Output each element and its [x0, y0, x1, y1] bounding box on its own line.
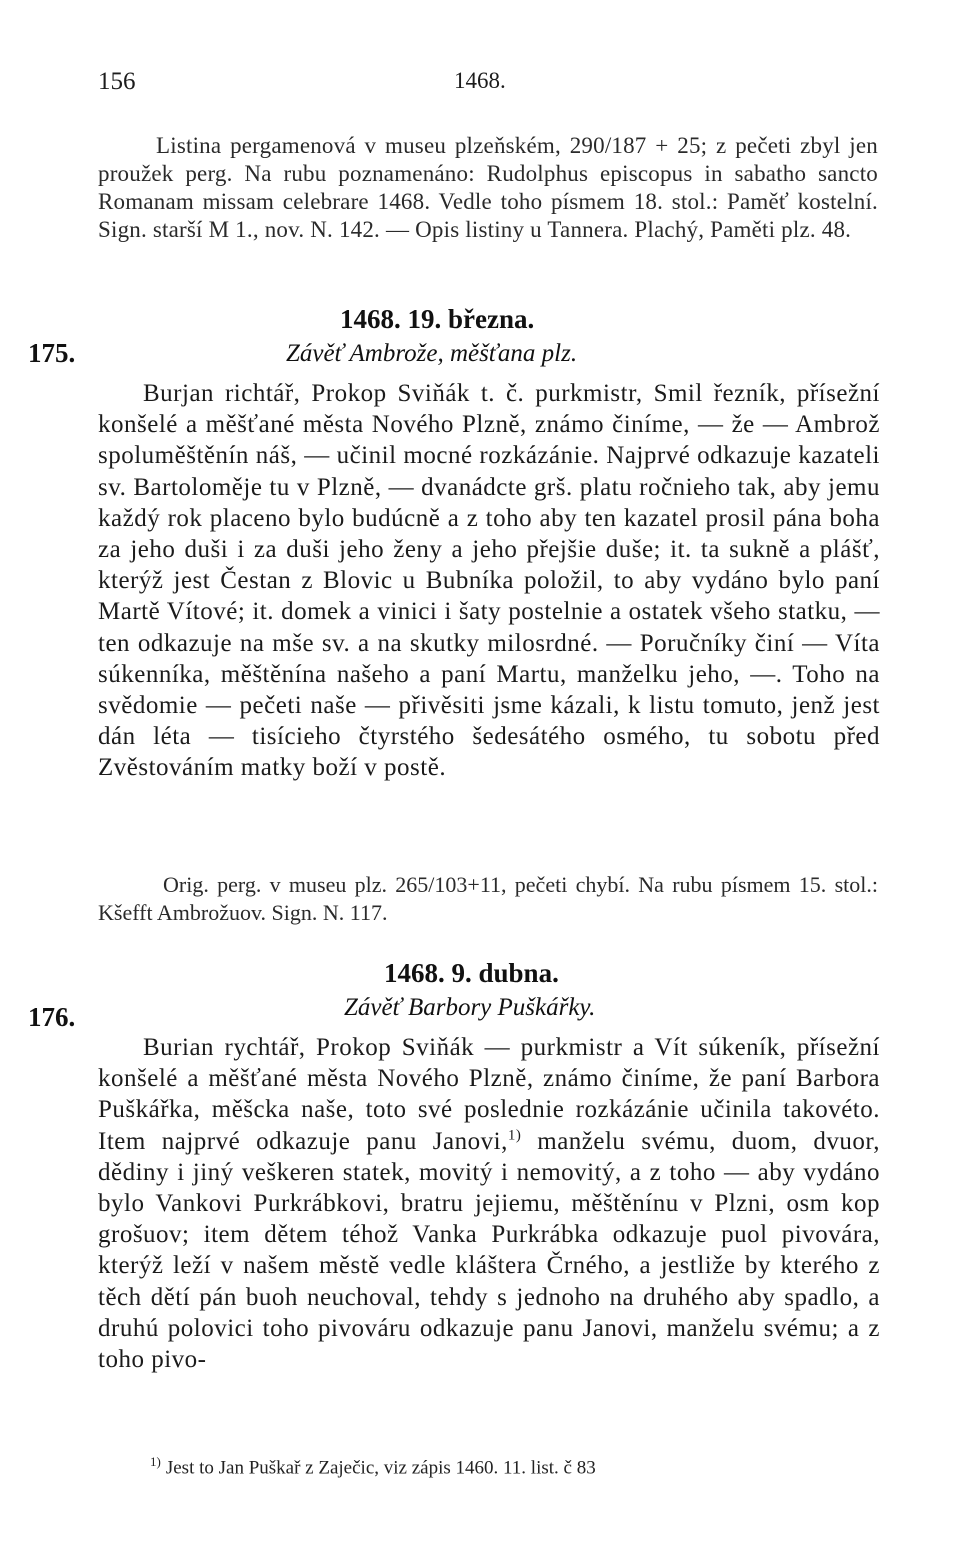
- entry-body-176-part-1: Burian rychtář, Prokop Sviňák — purkmistr a Vít súkeník, přísežní konšelé a měšťané města Nového Plzně, známo činíme, že paní Barbora Puškářka, měšcka naše, toto své poslednie rozkázánie učinila takovéto. Item najprvé odkazuje panu Janovi,: [98, 1034, 880, 1155]
- page-header: [98, 68, 878, 108]
- previous-entry-source-note: Listina pergamenová v museu plzeňském, 290/187 + 25; z pečeti zbyl jen proužek perg. Na rubu poznamenáno: Rudolphus episcopus in sabatho sancto Romanam missam celebrare 1468. Vedle toho písmem 18. stol.: Paměť kostelní. Sign. starší M 1., nov. N. 142. — Opis listiny u Tannera. Plachý, Paměti plz. 48.: [98, 133, 878, 242]
- entry-number-176: 176.: [28, 1002, 76, 1032]
- page-number: 156: [98, 68, 136, 95]
- entry-title-176: Závěť Barbory Puškářky.: [344, 994, 596, 1021]
- footnote-mark: 1): [150, 1454, 161, 1469]
- footnote-text: Jest to Jan Puškař z Zaječic, viz zápis 1460. 11. list. č 83: [165, 1457, 596, 1479]
- entry-title-175: Závěť Ambrože, měšťana plz.: [286, 340, 578, 367]
- entry-body-176-part-2: manželu svému, duom, dvuor, dědiny i jiný veškeren statek, movitý i nemovitý, a z toho — aby vydáno bylo Vankovi Purkrábkovi, bratru jejiemu, měštěnínu v Plzni, osm kop grošuov; item dětem téhož Vanka Purkrábka odkazuje puol pivovára, kterýž leží v našem městě vedle kláštera Črného, a jestliže by kterého z těch dětí pán buoh neuchoval, tehdy s jednoho na druhého aby spadlo, a druhú polovici toho pivováru odkazuje panu Janovi, manželu svému; a z toho pivo-: [98, 1127, 880, 1374]
- entry-date-175: 1468. 19. března.: [340, 304, 535, 334]
- footnote: [150, 1450, 850, 1480]
- entry-number-175: 175.: [28, 338, 76, 368]
- entry-body-176: [98, 1032, 880, 1375]
- entry-date-176: 1468. 9. dubna.: [384, 958, 559, 988]
- entry-source-175: Orig. perg. v museu plz. 265/103+11, pečeti chybí. Na rubu písmem 15. stol.: Kšefft Ambrožuov. Sign. N. 117.: [98, 872, 878, 925]
- entry-body-175: Burjan richtář, Prokop Sviňák t. č. purkmistr, Smil řezník, přísežní konšelé a měšťané města Nového Plzně, známo činíme, — že — Ambrož spoluměštěnín náš, — učinil mocné rozkázánie. Najprvé odkazuje kazateli sv. Bartoloměje tu v Plzně, — dvanádcte grš. platu ročnieho tak, aby jemu každý rok placeno bylo budúcně a z toho aby ten kazatel prosil pána boha za jeho duši i za duši jeho ženy a jeho přejšie duše; it. ta sukně a plášť, kterýž jest Čestan z Blovic u Bubníka položil, to aby vydáno bylo paní Martě Vítové; it. domek a vinici i šaty postelnie a ostatek všeho statku, — ten odkazuje na mše sv. a na skutky milosrdné. — Poručníky činí — Víta súkenníka, měštěnína našeho a paní Martu, manželku jeho, —. Toho na svědomie — pečeti naše — přivěsiti jsme kázali, k listu tomuto, jenž jest dán léta — tisícieho čtyrstého šedesátého osmého, tu sobotu před Zvěstováním matky boží v postě.: [98, 380, 880, 782]
- running-head-year: 1468.: [454, 68, 506, 93]
- footnote-reference-mark: 1): [507, 1127, 522, 1144]
